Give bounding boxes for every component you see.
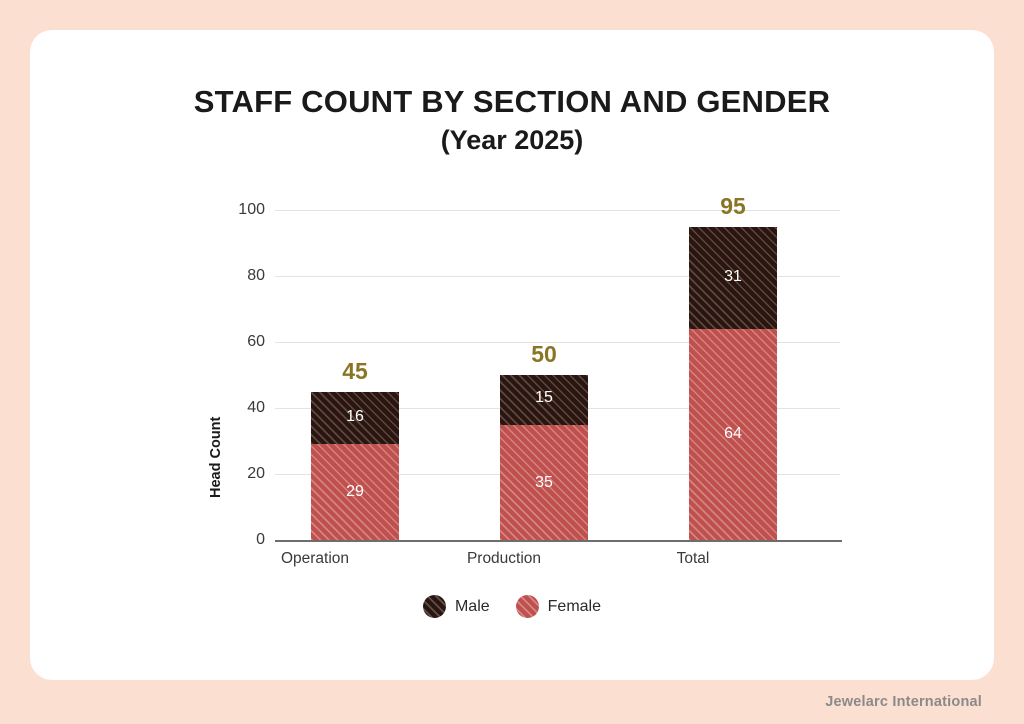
y-tick-20: 20 bbox=[247, 465, 265, 482]
y-axis-label: Head Count bbox=[208, 416, 224, 498]
y-tick-40: 40 bbox=[247, 399, 265, 416]
chart-card bbox=[30, 30, 994, 680]
legend-swatch-male-icon bbox=[423, 595, 446, 618]
bar-value-female-total: 64 bbox=[724, 424, 742, 442]
legend-swatch-female-icon bbox=[516, 595, 539, 618]
chart-subtitle: (Year 2025) bbox=[440, 125, 584, 155]
bar-segment-male-production[interactable] bbox=[500, 375, 588, 425]
bar-segment-female-operation[interactable] bbox=[311, 444, 399, 540]
bar-segment-male-operation[interactable] bbox=[311, 392, 399, 445]
bar-group-production[interactable] bbox=[500, 341, 588, 540]
legend-item-male[interactable] bbox=[423, 595, 490, 618]
bar-value-male-total: 31 bbox=[724, 267, 742, 285]
bar-value-male-operation: 16 bbox=[346, 407, 364, 425]
y-axis-ticks bbox=[215, 201, 265, 548]
x-tick-total: Total bbox=[676, 550, 710, 567]
footer-credit: Jewelarc International bbox=[825, 694, 982, 710]
bar-segment-female-total[interactable] bbox=[689, 329, 777, 540]
bar-total-label-operation: 45 bbox=[342, 357, 368, 384]
y-tick-100: 100 bbox=[238, 201, 265, 218]
chart-legend bbox=[30, 595, 994, 618]
chart-title-block bbox=[30, 82, 994, 158]
plot-area bbox=[30, 192, 994, 630]
y-tick-0: 0 bbox=[256, 531, 265, 548]
bar-total-label-production: 50 bbox=[531, 341, 557, 367]
legend-item-female[interactable] bbox=[516, 595, 601, 618]
bar-segment-male-total[interactable] bbox=[689, 227, 777, 329]
legend-label-male: Male bbox=[454, 597, 490, 615]
y-tick-60: 60 bbox=[247, 333, 265, 350]
bar-total-label-total: 95 bbox=[720, 192, 746, 219]
legend-label-female: Female bbox=[547, 597, 602, 615]
bar-group-total[interactable] bbox=[689, 192, 777, 541]
bar-series bbox=[275, 192, 840, 540]
bar-group-operation[interactable] bbox=[311, 357, 399, 541]
bar-segment-female-production[interactable] bbox=[500, 425, 588, 541]
y-tick-80: 80 bbox=[247, 267, 265, 284]
bar-value-male-production: 15 bbox=[535, 389, 553, 406]
bar-value-female-production: 35 bbox=[535, 473, 553, 491]
x-axis-line bbox=[275, 540, 842, 542]
x-tick-operation: Operation bbox=[280, 550, 350, 567]
bar-value-female-operation: 29 bbox=[346, 483, 364, 501]
chart-title: STAFF COUNT BY SECTION AND GENDER bbox=[193, 84, 831, 119]
x-tick-production: Production bbox=[466, 550, 542, 567]
